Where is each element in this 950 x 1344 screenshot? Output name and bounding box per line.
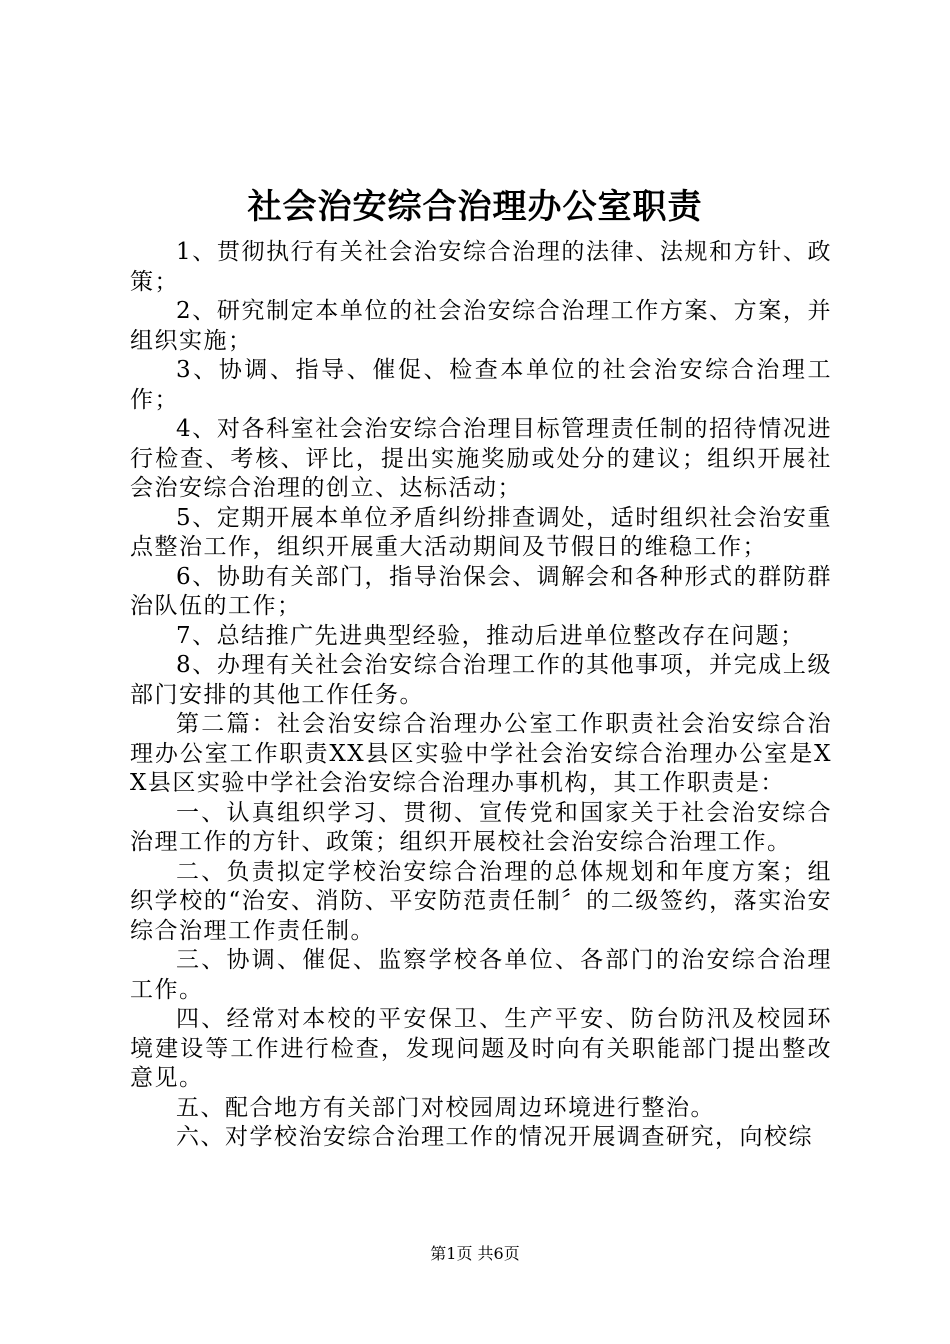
document-body bbox=[130, 238, 832, 1153]
paragraph-duty-7: 7、总结推广先进典型经验，推动后进单位整改存在问题； bbox=[176, 622, 805, 649]
paragraph-item-two: 二、负责拟定学校治安综合治理的总体规划和年度方案；组织学校的“治安、消防、平安防范责任制〞的二级签约，落实治安综合治理工作责任制。 bbox=[130, 858, 832, 944]
paragraph-part-two-intro: 第二篇：社会治安综合治理办公室工作职责社会治安综合治理办公室工作职责XX县区实验中学社会治安综合治理办公室是XX县区实验中学社会治安综合治理办事机构，其工作职责是： bbox=[130, 711, 832, 796]
page-number-footer: 第1页 共6页 bbox=[430, 1244, 520, 1263]
paragraph-duty-5: 5、定期开展本单位矛盾纠纷排查调处，适时组织社会治安重点整治工作，组织开展重大活动期间及节假日的维稳工作； bbox=[130, 504, 832, 560]
document-title: 社会治安综合治理办公室职责 bbox=[247, 187, 703, 227]
paragraph-item-six: 六、对学校治安综合治理工作的情况开展调查研究，向校综 bbox=[176, 1124, 813, 1150]
paragraph-duty-8: 8、办理有关社会治安综合治理工作的其他事项，并完成上级部门安排的其他工作任务。 bbox=[130, 652, 832, 708]
paragraph-item-three: 三、协调、催促、监察学校各单位、各部门的治安综合治理工作。 bbox=[130, 947, 832, 1003]
paragraph-item-one: 一、认真组织学习、贯彻、宣传党和国家关于社会治安综合治理工作的方针、政策；组织开展校社会治安综合治理工作。 bbox=[130, 799, 832, 855]
paragraph-duty-3: 3、协调、指导、催促、检查本单位的社会治安综合治理工作； bbox=[130, 357, 832, 413]
paragraph-duty-1: 1、贯彻执行有关社会治安综合治理的法律、法规和方针、政策； bbox=[130, 239, 832, 295]
paragraph-item-four: 四、经常对本校的平安保卫、生产平安、防台防汛及校园环境建设等工作进行检查，发现问题及时向有关职能部门提出整改意见。 bbox=[130, 1006, 832, 1091]
paragraph-duty-6: 6、协助有关部门，指导治保会、调解会和各种形式的群防群治队伍的工作； bbox=[130, 563, 832, 619]
paragraph-item-five: 五、配合地方有关部门对校园周边环境进行整治。 bbox=[176, 1094, 715, 1121]
paragraph-duty-4: 4、对各科室社会治安综合治理目标管理责任制的招待情况进行检查、考核、评比，提出实施奖励或处分的建议；组织开展社会治安综合治理的创立、达标活动； bbox=[130, 416, 832, 501]
paragraph-duty-2: 2、研究制定本单位的社会治安综合治理工作方案、方案，并组织实施； bbox=[130, 298, 832, 354]
